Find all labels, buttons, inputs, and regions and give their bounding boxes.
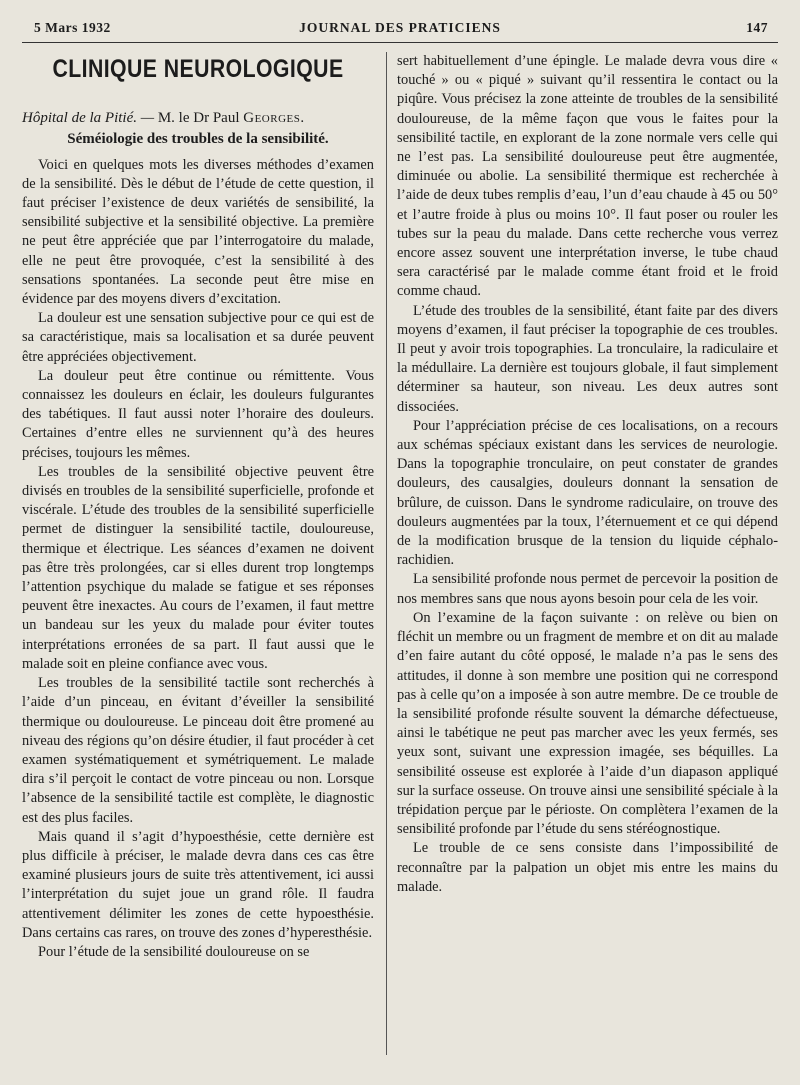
paragraph: La douleur peut être continue ou rémittente. Vous connaissez les douleurs en éclair, les douleurs fulgurantes des tabétiques. Il faut aussi noter l’horaire des douleurs. Certaines d’entre elles ne surviennent qu’à des heures précises, toujours les mêmes. — [22, 367, 374, 461]
running-head — [22, 18, 778, 40]
paragraph: La douleur est une sensation subjective pour ce qui est de sa caractéristique, mais sa localisation et sa durée peuvent être appréciées objectivement. — [22, 310, 374, 365]
paragraph: Pour l’étude de la sensibilité douloureuse on se — [38, 943, 310, 960]
paragraph: Pour l’appréciation précise de ces localisations, on a recours aux schémas spéciaux existant dans les services de neurologie. Dans la topographie tronculaire, on peut constater de grandes douleurs, des causalgies, douleurs donnant la sensation de brûlure, de cuisson. Dans le syndrome radiculaire, on trouve des douleurs augmentées par la toux, l’éternuement et ce qui dépend de la modification brusque de la tension du liquide céphalo-rachidien. — [397, 417, 778, 569]
paragraph: Les troubles de la sensibilité tactile sont recherchés à l’aide d’un pinceau, en évitant d’éveiller la sensibilité thermique ou douloureuse. Le pinceau doit être promené au niveau des régions qu’on désire étudier, il faut procéder à cet examen systématiquement et symétriquement. Le malade dira s’il perçoit le contact de votre pinceau ou non. Lorsque l’absence de la sensibilité tactile est complète, le diagnostic est des plus faciles. — [22, 675, 374, 826]
paragraph: On l’examine de la façon suivante : on relève ou bien on fléchit un membre ou un fragment de membre et on dit au malade d’en faire autant du côté opposé, le malade n’a pas le sens des attitudes, il donne à son membre une position qui ne correspond pas à celle qu’on a imposée à son autre membre. De ce trouble de la sensibilité profonde résulte souvent la démarche défectueuse, ainsi le tabétique ne peut pas marcher avec les yeux fermés, ses yeux sont, suivant une expression imagée, ses béquilles. La sensibilité osseuse est explorée à l’aide d’un diapason appliqué sur la surface osseuse. On trouve ainsi une sensibilité spéciale à la trépidation perçue par le périoste. On complètera l’examen de la sensibilité profonde par l’étude du sens stéréognostique. — [397, 609, 778, 838]
journal-title: JOURNAL DES PRATICIENS — [299, 20, 501, 35]
section-title: CLINIQUE NEUROLOGIQUE — [52, 55, 344, 83]
byline-author-name: Georges. — [243, 110, 305, 127]
left-column — [22, 52, 374, 962]
paragraph-continuation: sert habituellement d’une épingle. Le malade devra vous dire « touché » ou « piqué » suivant qu’il ressentira le contact ou la piqûre. Vous précisez la zone atteinte de troubles de la sensibilité douloureuse, de la même façon que vous le faites pour la sensibilité tactile, en explorant de la zone normale vers celle qui ne l’est pas. La sensibilité douloureuse peut être augmentée, diminuée ou abolie. La sensibilité thermique est recherchée à l’aide de deux tubes remplis d’eau, l’un d’eau chaude à 45 ou 50° et l’autre froide à plus ou moins 10°. Il faut poser ou rouler les tubes sur la peau du malade. Dans cette recherche vous verrez encore assez souvent une interprétation inverse, le tube chaud sera caractérisé par le malade comme étant froid et le froid comme chaud. — [397, 53, 778, 300]
byline-hospital: Hôpital de la Pitié. — — [22, 110, 155, 127]
right-column — [397, 52, 778, 897]
paragraph: Les troubles de la sensibilité objective peuvent être divisés en troubles de la sensibilité superficielle, profonde et viscérale. L’étude des troubles de la sensibilité superficielle permet de distinguer la sensibilité tactile, douloureuse, thermique et électrique. Les séances d’examen ne doivent pas être très prolongées, car si elles durent trop longtemps l’attention psychique du malade se fatigue et ses réponses peuvent être inexactes. Au cours de l’examen, il faut mettre un bandeau sur les yeux du malade pour éviter toutes interprétations erronées de sa part. Il faut aussi que le malade soit en pleine confiance avec vous. — [22, 463, 374, 672]
header-rule — [22, 42, 778, 43]
article-columns — [22, 52, 778, 1085]
byline — [22, 109, 374, 128]
column-divider — [386, 52, 387, 1055]
paragraph: Le trouble de ce sens consiste dans l’impossibilité de reconnaître par la palpation un objet mis entre les mains du malade. — [397, 840, 778, 895]
page-number: 147 — [746, 20, 768, 35]
paragraph: Voici en quelques mots les diverses méthodes d’examen de la sensibilité. Dès le début de l’étude de cette question, il faut préciser l’existence de deux variétés de sensibilité, la sensibilité subjective et la sensibilité objective. La première ne peut être appréciée que par l’interrogatoire du malade, elle ne peut être provoquée, c’est la sensibilité à des sensations spontanées. La seconde peut être mise en évidence par des moyens divers d’excitation. — [22, 156, 374, 308]
issue-date: 5 Mars 1932 — [34, 20, 111, 35]
paragraph: L’étude des troubles de la sensibilité, étant faite par des divers moyens d’examen, il faut préciser la topographie de ces troubles. Il peut y avoir trois topographies. La tronculaire, la radiculaire et la médullaire. La dernière est toujours globale, il faut simplement déterminer sa hauteur, son niveau. Les deux autres sont dissociées. — [397, 302, 778, 415]
article-subtitle: Séméiologie des troubles de la sensibilité. — [67, 131, 329, 148]
paragraph: Mais quand il s’agit d’hypoesthésie, cette dernière est plus difficile à préciser, le malade devra dans ces cas être examiné plusieurs jours de suite très attentivement, ici aussi l’interprétation du sujet joue un grand rôle. Il faudra attentivement délimiter les zones de cette hypoesthésie. Dans certains cas rares, on trouve des zones d’hyperesthésie. — [22, 828, 374, 941]
paragraph: La sensibilité profonde nous permet de percevoir la position de nos membres sans que nous ayons besoin pour cela de les voir. — [397, 571, 778, 607]
byline-author-prefix: M. le Dr Paul — [157, 110, 240, 127]
